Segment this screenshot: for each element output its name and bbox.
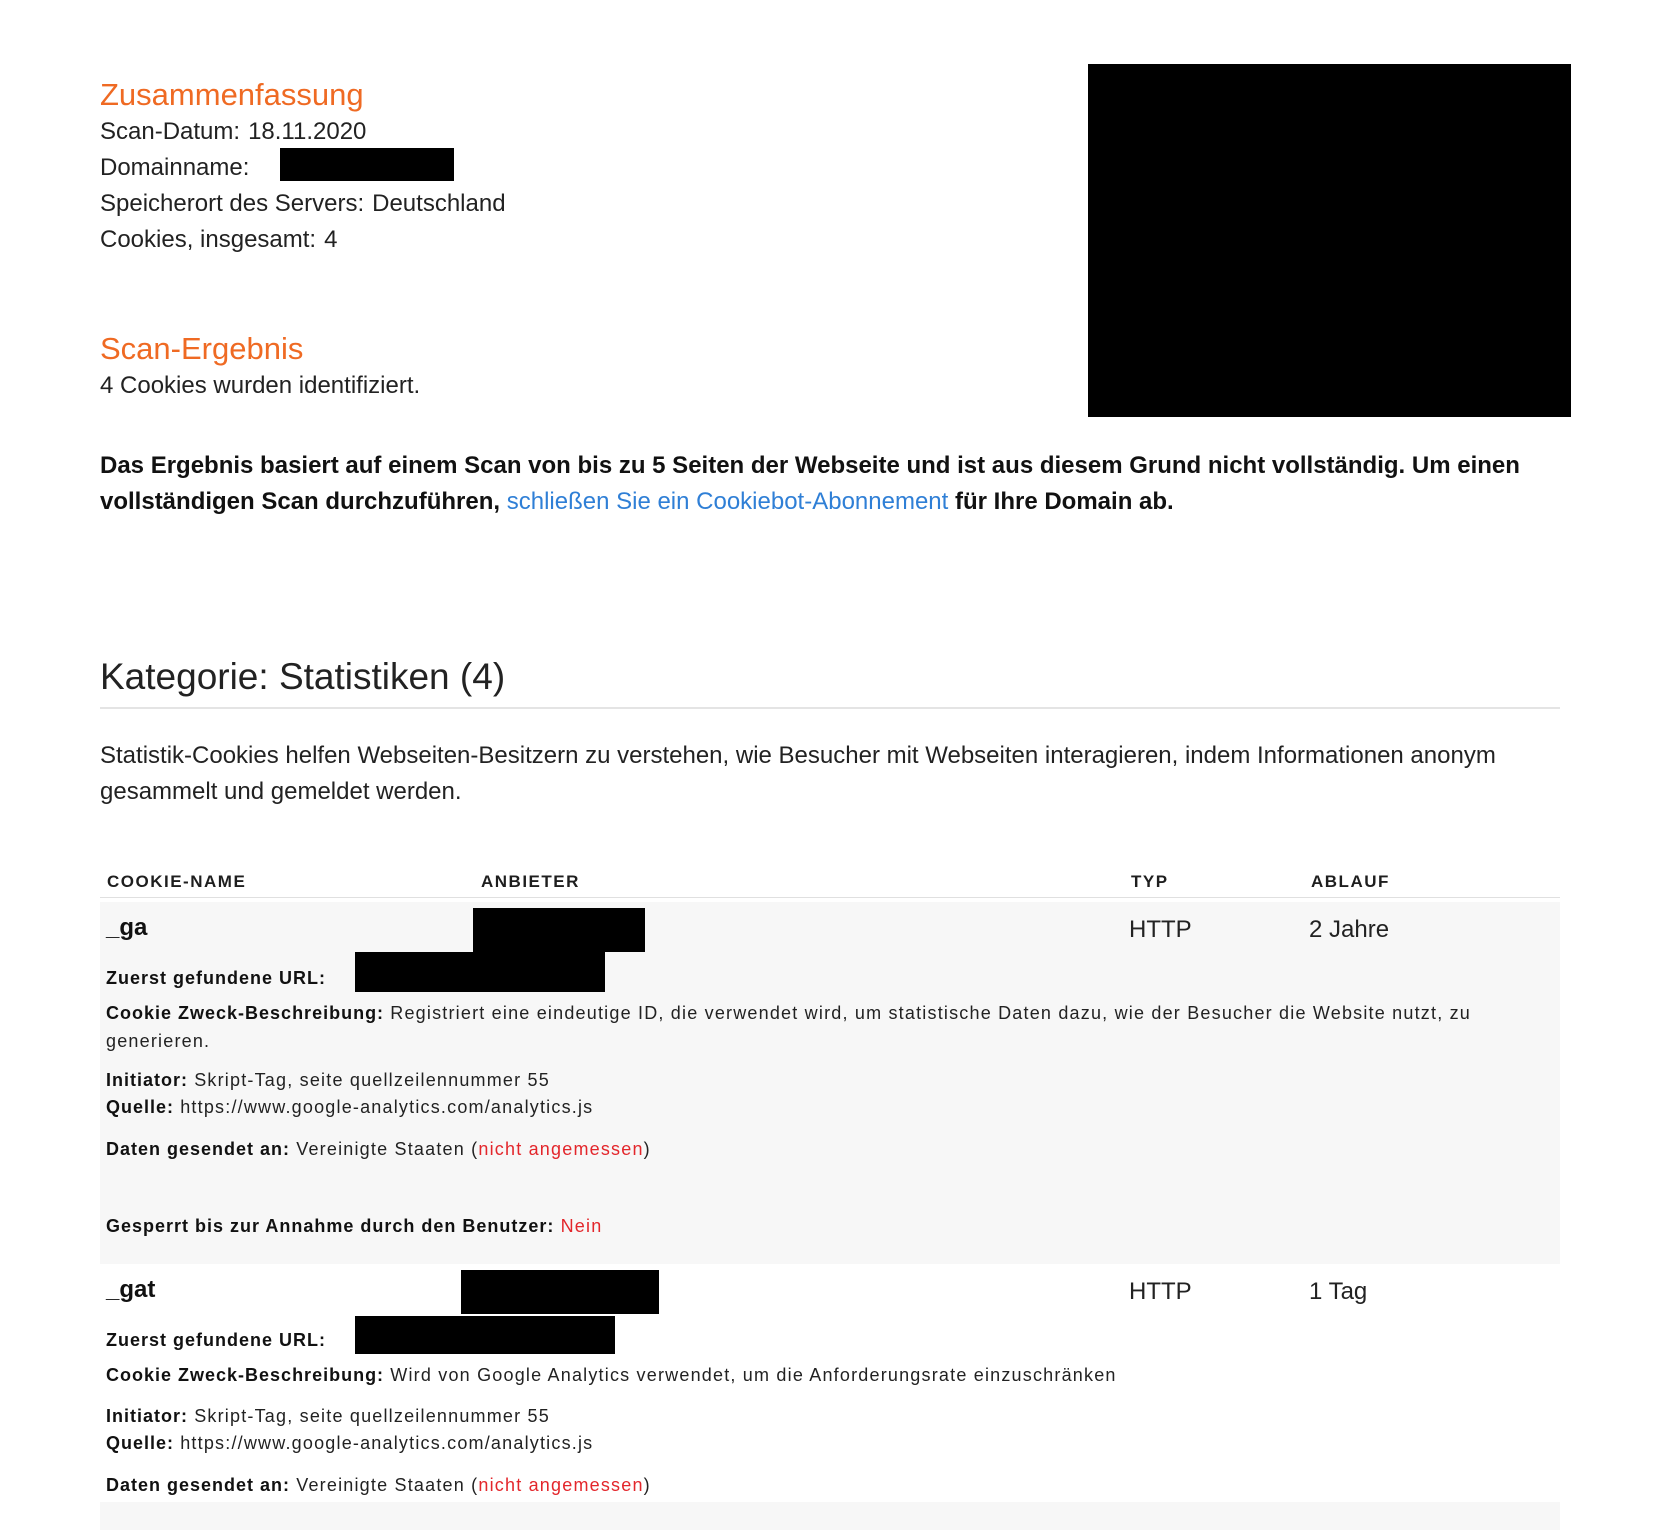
initiator-line: [106, 1402, 1546, 1430]
purpose-line: [106, 1361, 1546, 1389]
cookies-total-label: Cookies, insgesamt:: [100, 226, 317, 253]
cookie-table-header: [100, 868, 1560, 898]
scan-date-value: 18.11.2020: [248, 118, 367, 145]
col-header-expiry: ABLAUF: [1311, 872, 1390, 891]
cookie-row: [100, 902, 1560, 1264]
cookies-total-value: 4: [324, 226, 338, 253]
redacted-provider: [473, 908, 645, 952]
source-line: [106, 1429, 1546, 1457]
cookie-type: HTTP: [1129, 1278, 1192, 1305]
scan-notice: [100, 448, 1560, 520]
summary-heading: Zusammenfassung: [100, 77, 364, 112]
data-sent-country: Vereinigte Staaten: [296, 1475, 465, 1495]
purpose-label: Cookie Zweck-Beschreibung:: [106, 1003, 385, 1023]
result-section: [100, 330, 1000, 404]
cookie-expiry: 1 Tag: [1309, 1278, 1368, 1305]
data-sent-line: Daten gesendet an: Vereinigte Staaten (nicht angemessen): [106, 1139, 651, 1159]
data-sent-country: Vereinigte Staaten: [296, 1139, 465, 1159]
source-label: Quelle:: [106, 1097, 175, 1117]
domain-label: Domainname:: [100, 154, 250, 181]
initiator-line: [106, 1066, 1546, 1094]
row-footer-band: [100, 1502, 1560, 1530]
data-sent-status: nicht angemessen: [478, 1139, 644, 1159]
blocked-label: Gesperrt bis zur Annahme durch den Benutzer:: [106, 1216, 555, 1236]
data-sent-label: Daten gesendet an:: [106, 1139, 291, 1159]
source-line: [106, 1093, 1546, 1121]
initiator-label: Initiator:: [106, 1406, 188, 1426]
notice-text-before: Das Ergebnis basiert auf einem Scan von bis zu 5 Seiten der Webseite und ist aus diesem Grund nicht vollständig. Um einen vollständigen Scan durchzuführen,: [100, 452, 1520, 515]
redacted-first-url: [355, 1316, 615, 1354]
purpose-text: Wird von Google Analytics verwendet, um die Anforderungsrate einzuschränken: [390, 1365, 1117, 1385]
purpose-label: Cookie Zweck-Beschreibung:: [106, 1365, 385, 1385]
first-url-label: Zuerst gefundene URL:: [106, 1330, 327, 1350]
subscription-link[interactable]: schließen Sie ein Cookiebot-Abonnement: [506, 488, 949, 515]
data-sent-label: Daten gesendet an:: [106, 1475, 291, 1495]
blocked-line: [106, 1212, 1546, 1240]
result-text: 4 Cookies wurden identifiziert.: [100, 372, 421, 399]
source-text: https://www.google-analytics.com/analytics.js: [180, 1433, 594, 1453]
col-header-name: COOKIE-NAME: [107, 872, 247, 891]
first-url-line: [106, 1326, 1546, 1354]
cookie-name: _gat: [106, 1276, 156, 1303]
source-text: https://www.google-analytics.com/analytics.js: [180, 1097, 594, 1117]
server-line: [100, 186, 1000, 222]
server-label: Speicherort des Servers:: [100, 190, 365, 217]
scan-date-label: Scan-Datum:: [100, 118, 241, 145]
server-value: Deutschland: [372, 190, 506, 217]
redacted-provider: [461, 1270, 659, 1314]
cookie-type: HTTP: [1129, 916, 1192, 943]
redacted-first-url: [355, 952, 605, 992]
cookies-total-line: [100, 222, 1000, 258]
purpose-text: Registriert eine eindeutige ID, die verwendet wird, um statistische Daten dazu, wie der Besucher die Website nutzt, zu generieren.: [106, 1003, 1472, 1051]
data-sent-line: Daten gesendet an: Vereinigte Staaten (nicht angemessen): [106, 1475, 651, 1495]
cookie-row: [100, 1264, 1560, 1530]
first-url-line: [106, 964, 1546, 992]
summary-section: [100, 76, 1000, 258]
source-label: Quelle:: [106, 1433, 175, 1453]
category-description: Statistik-Cookies helfen Webseiten-Besitzern zu verstehen, wie Besucher mit Webseiten interagieren, indem Informationen anonym gesammelt und gemeldet werden.: [100, 742, 1496, 805]
cookie-name: _ga: [106, 914, 148, 941]
blocked-value: Nein: [560, 1216, 603, 1236]
cookie-expiry: 2 Jahre: [1309, 916, 1390, 943]
scan-date-line: [100, 114, 1000, 150]
notice-text-after: für Ihre Domain ab.: [955, 488, 1174, 515]
redacted-domain: [280, 148, 454, 181]
purpose-line: [106, 999, 1546, 1055]
category-divider: [100, 707, 1560, 709]
initiator-text: Skript-Tag, seite quellzeilennummer 55: [194, 1406, 550, 1426]
initiator-label: Initiator:: [106, 1070, 188, 1090]
col-header-provider: ANBIETER: [481, 872, 580, 891]
initiator-text: Skript-Tag, seite quellzeilennummer 55: [194, 1070, 550, 1090]
redacted-screenshot: [1088, 64, 1571, 417]
result-heading: Scan-Ergebnis: [100, 331, 304, 366]
first-url-label: Zuerst gefundene URL:: [106, 968, 327, 988]
col-header-type: TYP: [1131, 872, 1169, 891]
domain-line: [100, 150, 1000, 186]
data-sent-status: nicht angemessen: [478, 1475, 644, 1495]
category-title: Kategorie: Statistiken (4): [100, 656, 506, 697]
